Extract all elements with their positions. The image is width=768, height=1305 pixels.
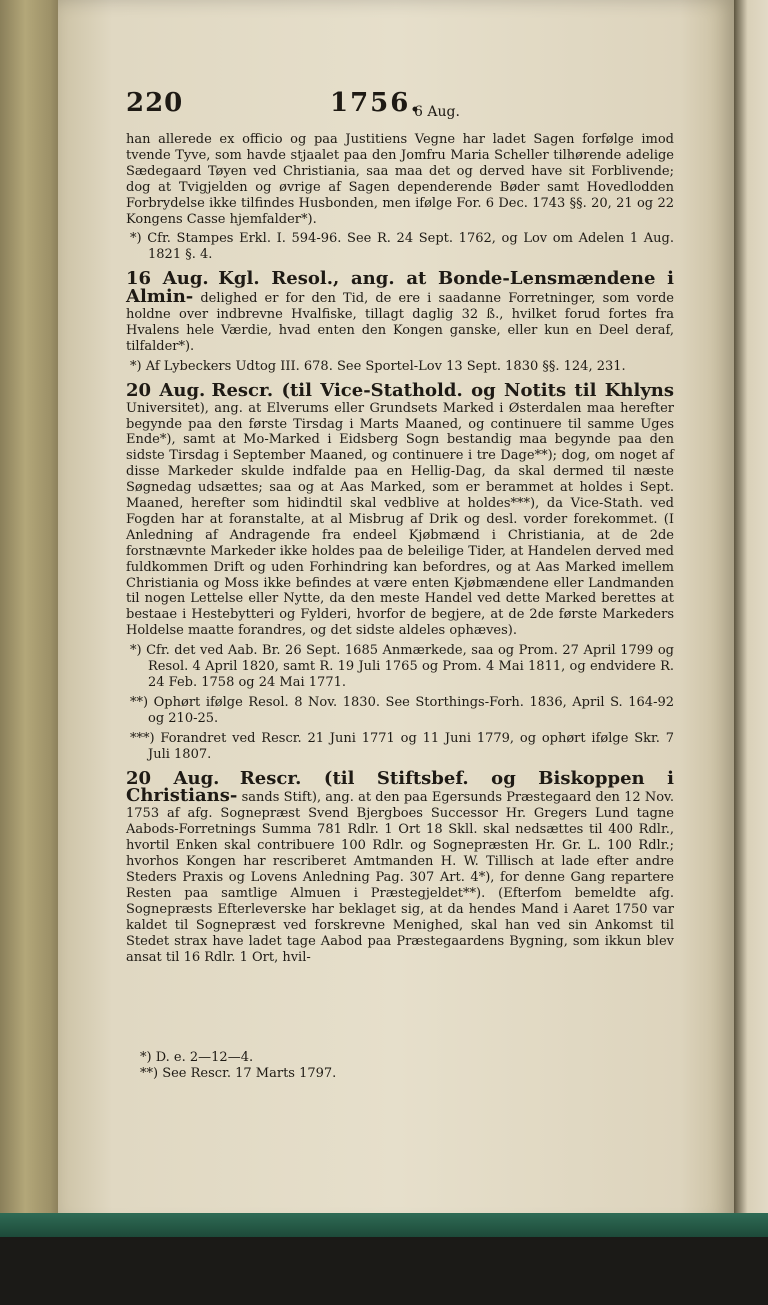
page-year: 1756. [330, 88, 422, 118]
page-footnotes [140, 1050, 660, 1082]
entry-footnote: *) Af Lybeckers Udtog III. 678. See Sportel-Lov 13 Sept. 1830 §§. 124, 231. [130, 358, 626, 374]
page-header [126, 88, 674, 132]
entry-title: Rescr. (til Vice-Stathold. og Notits til Khlyns [211, 379, 674, 401]
background-dark [0, 1237, 768, 1305]
book-binding-green [0, 1213, 768, 1237]
entry-body: sands Stift), ang. at den paa Egersunds Præstegaard den 12 Nov. 1753 af afg. Sognepræst Svend Bjergboes Successor Hr. Gregers Lund tagne Aabods-Forretnings Summa 781 Rdlr. 1 Ort 18 Skll. skal nedsættes til 400 Rdlr., hvortil Enken skal contribuere 100 Rdlr. og Sognepræsten Hr. Gr. L. 100 Rdlr.; hvorhos Kongen har rescriberet Amtmanden H. W. Tillisch at lade efter andre Steders Praxis og Lovens Anledning Pag. 307 Art. 4*), for denne Gang repartere Resten paa samtlige Almuen i Præstegjeldet**). (Efterfom bemeldte afg. Sognepræsts Efterleverske har beklaget sig, at da hendes Mand i Aaret 1750 var kaldet til Sognepræst ved forskrevne Menighed, skal han ved sin Ankomst til Stedet strax have ladet tage Aabod paa Præstegaardens Bygning, som ikkun blev ansat til 16 Rdlr. 1 Ort, hvil- [126, 790, 674, 965]
entry-title: Rescr. (til Stiftsbef. og Biskoppen i Christians- [126, 767, 674, 807]
entry-footnote: ***) Forandret ved Rescr. 21 Juni 1771 og 11 Juni 1779, og ophørt ifølge Skr. 7 Juli 1807. [130, 730, 674, 762]
entry-3 [126, 767, 674, 966]
page-date: 6 Aug. [414, 104, 460, 120]
page-footnote: *) D. e. 2—12—4. [140, 1050, 254, 1065]
entry-date: 16 Aug. [126, 268, 209, 290]
entry-body: delighed er for den Tid, de ere i saadanne Forretninger, som vorde holdne over indbrevne Hvalfiske, tillagt daglig 32 ß., hvilket forud fortes fra Hvalens hele Værdie, hvad enten den Kongen ganske, eller kun en Deel deraf, tilfalder*). [126, 291, 674, 354]
entry-footnote: *) Cfr. det ved Aab. Br. 26 Sept. 1685 Anmærkede, saa og Prom. 27 April 1799 og Resol. 4 April 1820, samt R. 19 Juli 1765 og Prom. 4 Mai 1811, og endvidere R. 24 Feb. 1758 og 24 Mai 1771. [130, 643, 674, 690]
entry-date: 20 Aug. [126, 767, 220, 789]
entry-1 [126, 268, 674, 374]
entry-body: Universitet), ang. at Elverums eller Grundsets Marked i Østerdalen maa herefter begynde paa den første Tirsdag i Marts Maaned, og continuere til samme Uges Ende*), samt at Mo-Marked i Eidsberg Sogn bestandig maa begynde paa den sidste Tirsdag i September Maaned, og continuere i tre Dage**); dog, om noget af disse Markeder skulde indfalde paa en Hellig-Dag, da skal dermed til næste Søgnedag udsættes; saa og at Aas Marked, som er berammet at holdes i Sept. Maaned, herefter som hidindtil skal vedblive at holdes***), da Vice-Stath. ved Fogden har at foranstalte, at al Misbrug af Drik og desl. vorder forekommet. (I Anledning af Andragende fra endeel Kjøbmænd i Christiania, at de 2de forstnævnte Markeder ikke holdes paa de beleilige Tider, at Handelen derved med fuldkommen Drift og uden Forhindring kan befordres, og at Aas Marked imellem Christiania og Moss ikke befindes at være enten Kjøbmændene eller Landmanden til nogen Lettelse eller Nytte, da den meste Handel ved dette Marked berettes at bestaae i Hestebytteri og Fylderi, hvorfor de begjere, at de 2de første Markeders Holdelse maatte forandres, og det sidste aldeles ophæves). [126, 400, 674, 639]
intro-paragraph: han allerede ex officio og paa Justitiens Vegne har ladet Sagen forfølge imod tvende Tyve, som havde stjaalet paa den Jomfru Maria Scheller tilhørende adelige Sædegaard Tøyen ved Christiania, saa maa det og derved have sit Forblivende; dog at Tvigjelden og øvrige af Sagen dependerende Bøder samt Hovedlodden Forbrydelse ikke tilfindes Husbonden, men ifølge For. 6 Dec. 1743 §§. 20, 21 og 22 Kongens Casse hjemfalder*). [126, 132, 674, 227]
entry-title: Kgl. Resol., ang. at Bonde-Lensmændene i Almin- [126, 268, 674, 308]
intro-footnote: *) Cfr. Stampes Erkl. I. 594-96. See R. 24 Sept. 1762, og Lov om Adelen 1 Aug. 1821 §. 4. [130, 231, 674, 263]
book-page-next [734, 0, 768, 1225]
page-footnote: **) See Rescr. 17 Marts 1797. [140, 1066, 337, 1081]
entry-footnote: **) Ophørt ifølge Resol. 8 Nov. 1830. See Storthings-Forh. 1836, April S. 164-92 og 210-25. [130, 694, 674, 726]
entry-date: 20 Aug. [126, 379, 206, 401]
entry-2 [126, 379, 674, 763]
page-content [126, 88, 674, 965]
page-number: 220 [126, 88, 184, 118]
